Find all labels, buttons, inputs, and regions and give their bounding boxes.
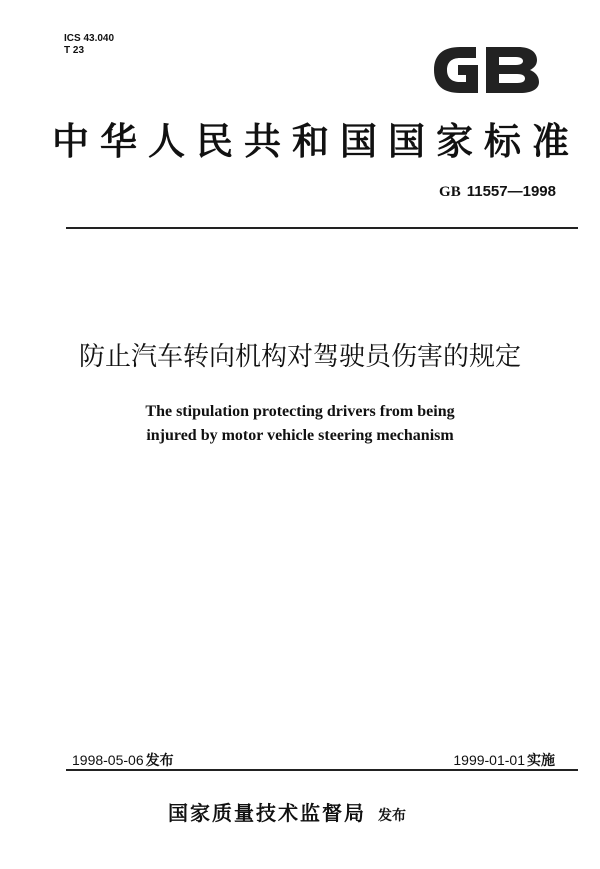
gb-logo-mark [434,47,539,93]
title-en-line-1: The stipulation protecting drivers from being [145,403,455,420]
ics-code: ICS 43.040 [64,33,115,44]
issue-label: 发布 [145,753,174,769]
standard-number [439,183,556,201]
issuer-action: 发布 [378,808,406,824]
classification-codes [64,33,114,57]
standard-number-prefix: GB [439,184,461,200]
implement-date-value: 1999-01-01 [453,752,525,768]
top-divider [66,227,578,229]
class-code: T 23 [64,45,85,56]
document-title-en [0,400,600,448]
implement-date [453,750,555,770]
implement-label: 实施 [527,753,555,769]
standard-number-value: 11557—1998 [466,183,556,200]
title-en-line-2: injured by motor vehicle steering mechanism [146,427,454,444]
issuer-name: 国家质量技术监督局 [168,801,366,825]
standard-type-title: 中华人民共和国国家标准 [52,120,580,163]
gb-logo [426,42,546,98]
bottom-divider [66,769,578,771]
issuer-line [168,797,406,826]
issue-date [72,750,174,770]
issue-date-value: 1998-05-06 [72,752,144,768]
document-title-cn: 防止汽车转向机构对驾驶员伤害的规定 [78,342,521,372]
